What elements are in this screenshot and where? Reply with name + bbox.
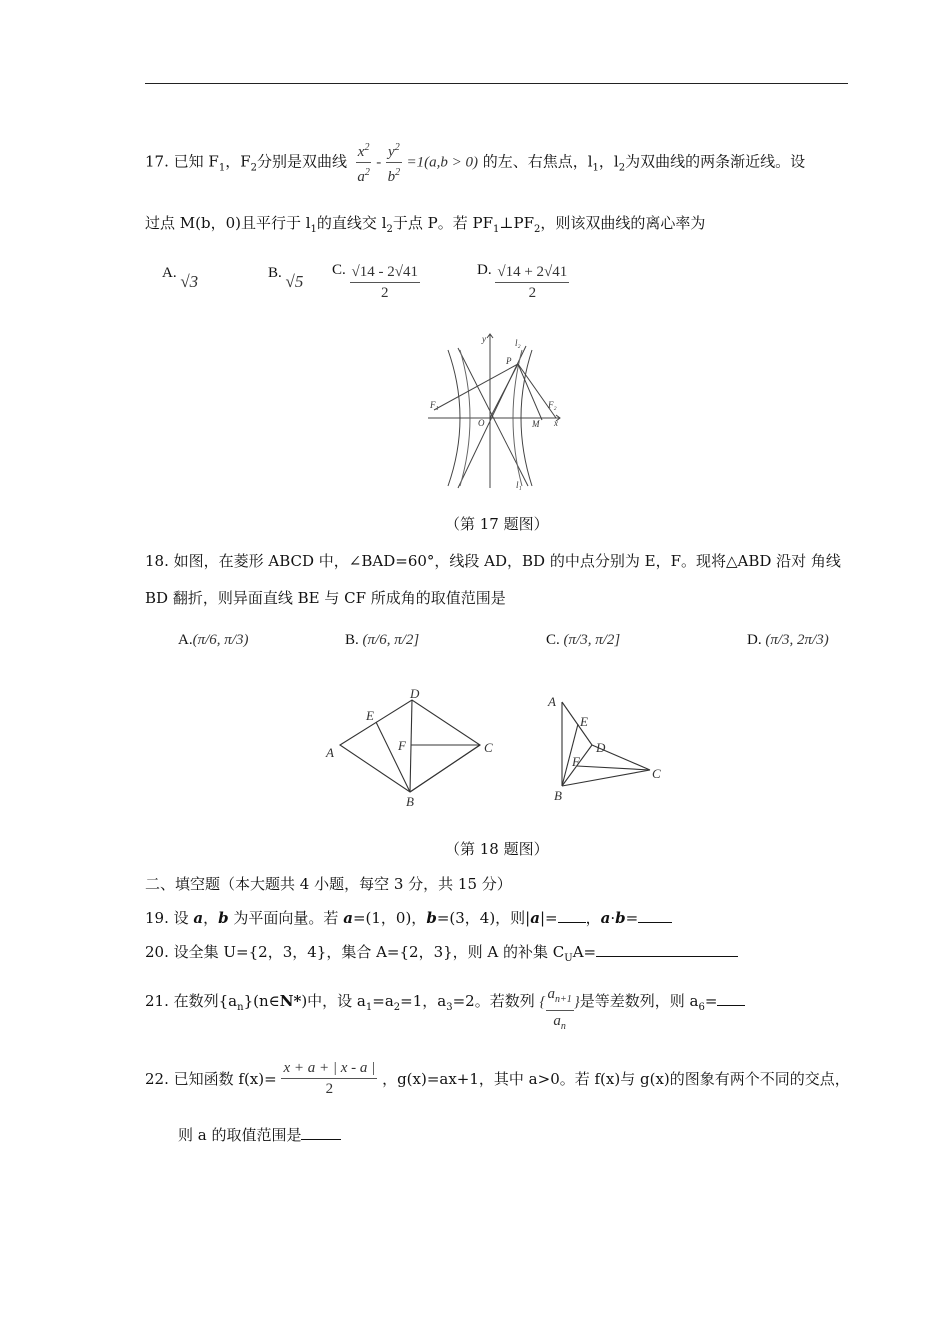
q19-blank-2[interactable] [638,910,672,923]
fig17-label-f2: F₂ [548,400,557,410]
fig18r-label-e: E [580,714,588,729]
figure-18-right [540,690,670,810]
fig18l-label-e: E [366,708,374,723]
fig17-label-m: M [532,419,540,429]
q17-option-b: B. √5 [268,265,304,291]
fig17-label-x: x [554,418,558,428]
q21-blank[interactable] [717,993,745,1006]
q18-option-d: D. (π/3, 2π/3) [747,632,829,648]
q22-line1: 22. 已知函数 f(x)= $\frac{x + a + | x - a |}{2}$ ，g(x)=ax+1，其中 a>0。若 f(x)与 g(x)的图象有两个不同的交点， [145,1060,850,1097]
q17-option-d: D. $\frac{√14 + 2√41}{2}$ [477,262,568,301]
figure-17-caption: （第 17 题图） [445,515,549,533]
header-rule [145,83,848,84]
q20: 20. 设全集 U={2，3，4}，集合 A={2，3}，则 A 的补集 $C_UA=$ [145,941,738,964]
fig17-label-f1: F₁ [430,400,439,410]
q19-blank-1[interactable] [558,910,586,923]
fig17-label-l2: l₂ [515,338,521,348]
q20-blank[interactable] [596,944,738,957]
fig18r-label-b: B [554,788,562,803]
q22-line2: 则 a 的取值范围是 [178,1124,341,1145]
fig18r-label-c: C [652,766,661,781]
fig18l-label-f: F [398,738,406,753]
fig18r-label-f: F [572,754,580,769]
q18-option-c: C. (π/3, π/2] [546,632,621,648]
fig17-label-l1: l₁ [516,480,522,490]
fig18l-label-a: A [326,745,334,760]
q17-option-c: C. $\frac{√14 - 2√41}{2}$ [332,262,418,301]
fig18l-label-c: C [484,740,493,755]
section-2-heading: 二、填空题（本大题共 4 小题，每空 3 分，共 15 分） [145,875,512,893]
q17-line2: 过点 M(b，0)且平行于 $l_1$的直线交 $l_2$于点 P。若 $PF_1\perp PF_2$，则该双曲线的离心率为 [145,214,706,235]
fig17-label-o: O [478,418,485,428]
fig17-label-p: P [506,356,512,366]
figure-18-caption: （第 18 题图） [445,840,549,858]
figure-18-left [320,682,500,812]
fig17-label-y: y [482,334,486,344]
fig18r-label-a: A [548,694,556,709]
q22-blank[interactable] [301,1127,341,1140]
fig18r-label-d: D [596,740,606,755]
fig18l-label-b: B [406,794,414,809]
figure-17 [420,328,570,493]
fig18l-label-d: D [410,686,420,701]
q18-line1: 18. 如图，在菱形 ABCD 中，∠BAD=60°，线段 AD，BD 的中点分别为 E，F。现将△ABD 沿对 角线 [145,552,841,570]
q18-option-b: B. (π/6, π/2] [345,632,420,648]
q17-option-a: A. √3 [162,265,199,291]
q18-line2: BD 翻折，则异面直线 BE 与 CF 所成角的取值范围是 [145,589,506,607]
q19: 19. 设 a，b 为平面向量。若 a=(1，0)，b=(3，4)，则|a|= ，a·b= [145,907,672,928]
q17-line1: 17. 已知 $F_1$，$F_2$分别是双曲线 $\frac{x^2}{a^2}$ - $\frac{y^2}{b^2}$ =1(a,b > 0) 的左、右焦点，$l_1$，$l_2$为双曲线的两条渐近线。设 [145,138,805,187]
q21: 21. 在数列$\{a_n\}(n\in N*)$中，设 $a_1=a_2=1$，$a_3=2$。若数列 { $\frac{a_{n+1}}{a_n}$ }是等差数列，则 $a_6=$ [145,990,745,1043]
q18-option-a: A.(π/6, π/3) [178,632,249,648]
